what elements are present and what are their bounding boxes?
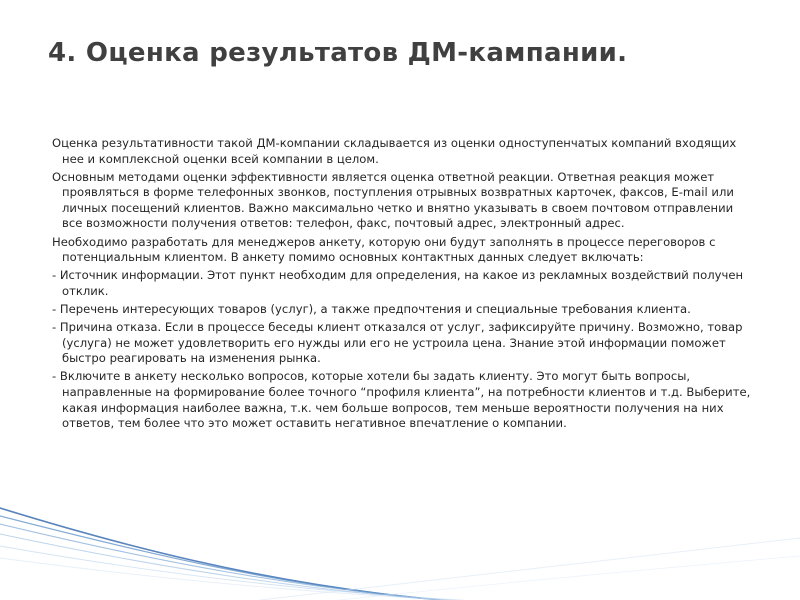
paragraph-response-evaluation: Основным методами оценки эффективности является оценка ответной реакции. Ответная реакция может проявляться в форме телефонных звонков, поступления отрывных возвратных карточек, факсов, E-mail или личных посещений клиентов. Важно максимально четко и внятно указывать в своем почтовом отправлении все возможности получения ответов: телефон, факс, почтовый адрес, электронный адрес. xyxy=(52,169,734,231)
list-item-info-source: - Источник информации. Этот пункт необходим для определения, на какое из рекламных воздействий получен отклик. xyxy=(52,268,744,298)
slide-title: 4. Оценка результатов ДМ-кампании. xyxy=(48,38,628,68)
decorative-wave-lines xyxy=(0,490,800,600)
list-item-refusal-reason: - Причина отказа. Если в процессе беседы клиент отказался от услуг, зафиксируйте причину. Возможно, товар (услуга) не может удовлетворить его нужды или его не устроила цена. Знание этой информации поможет быстро реагировать на изменения рынка. xyxy=(52,320,743,366)
list-item-extra-questions: - Включите в анкету несколько вопросов, которые хотели бы задать клиенту. Это могут быть вопросы, направленные на формирование более точного “профиля клиента”, на потребности клиентов и т.д. Выберите, какая информация наиболее важна, т.к. чем больше вопросов, тем меньше вероятности получения на них ответов, тем более что это может оставить негативное впечатление о компании. xyxy=(52,369,751,431)
paragraph-intro: Оценка результативности такой ДМ-компании складывается из оценки одноступенчатых компаний входящих нее и комплексной оценки всей компании в целом. xyxy=(52,136,737,166)
paragraph-questionnaire: Необходимо разработать для менеджеров анкету, которую они будут заполнять в процессе переговоров с потенциальным клиентом. В анкету помимо основных контактных данных следует включать: xyxy=(52,234,716,265)
slide-body-text xyxy=(48,136,754,432)
list-item-products-list: - Перечень интересующих товаров (услуг), а также предпочтения и специальные требования клиента. xyxy=(52,301,691,316)
